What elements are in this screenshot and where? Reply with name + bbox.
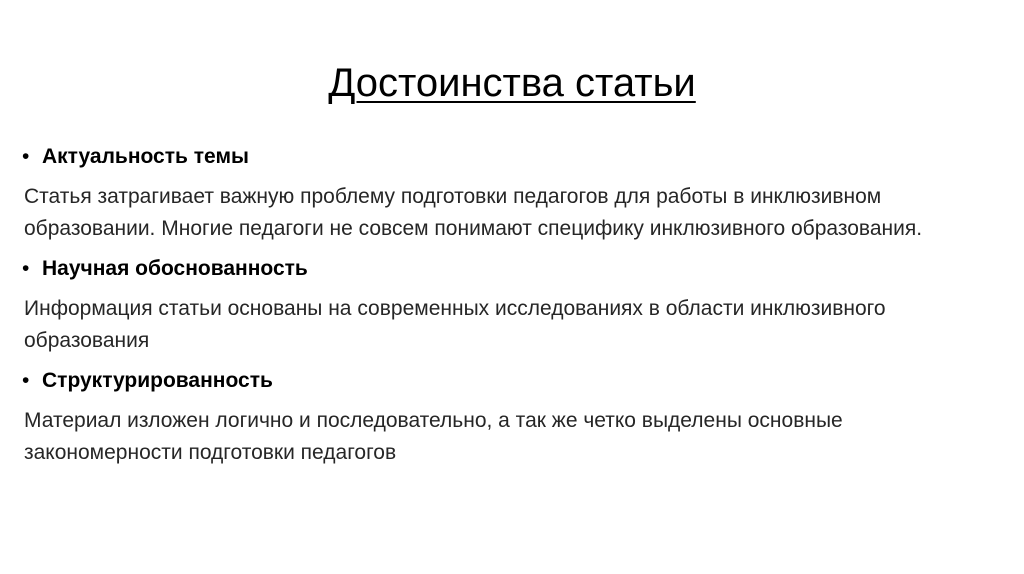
item-description: Статья затрагивает важную проблему подготовки педагогов для работы в инклюзивном образовании. Многие педагоги не совсем понимают специфику инклюзивного образования.: [24, 185, 923, 240]
list-item: [22, 142, 982, 245]
bullet-icon: •: [22, 257, 30, 280]
item-heading: Актуальность темы: [42, 145, 249, 168]
slide-content: [22, 142, 982, 478]
bullet-icon: •: [22, 369, 30, 392]
slide-title: Достоинства статьи: [328, 61, 696, 105]
bullet-heading-row: [22, 254, 982, 284]
item-heading: Структурированность: [42, 369, 273, 392]
list-item: [22, 254, 982, 357]
item-heading: Научная обоснованность: [42, 257, 308, 280]
item-description: Материал изложен логично и последовательно, а так же четко выделены основные закономерности подготовки педагогов: [24, 409, 843, 464]
bullet-icon: •: [22, 145, 30, 168]
item-description: Информация статьи основаны на современных исследованиях в области инклюзивного образования: [24, 297, 886, 352]
list-item: [22, 366, 982, 469]
bullet-heading-row: [22, 366, 982, 396]
bullet-heading-row: [22, 142, 982, 172]
